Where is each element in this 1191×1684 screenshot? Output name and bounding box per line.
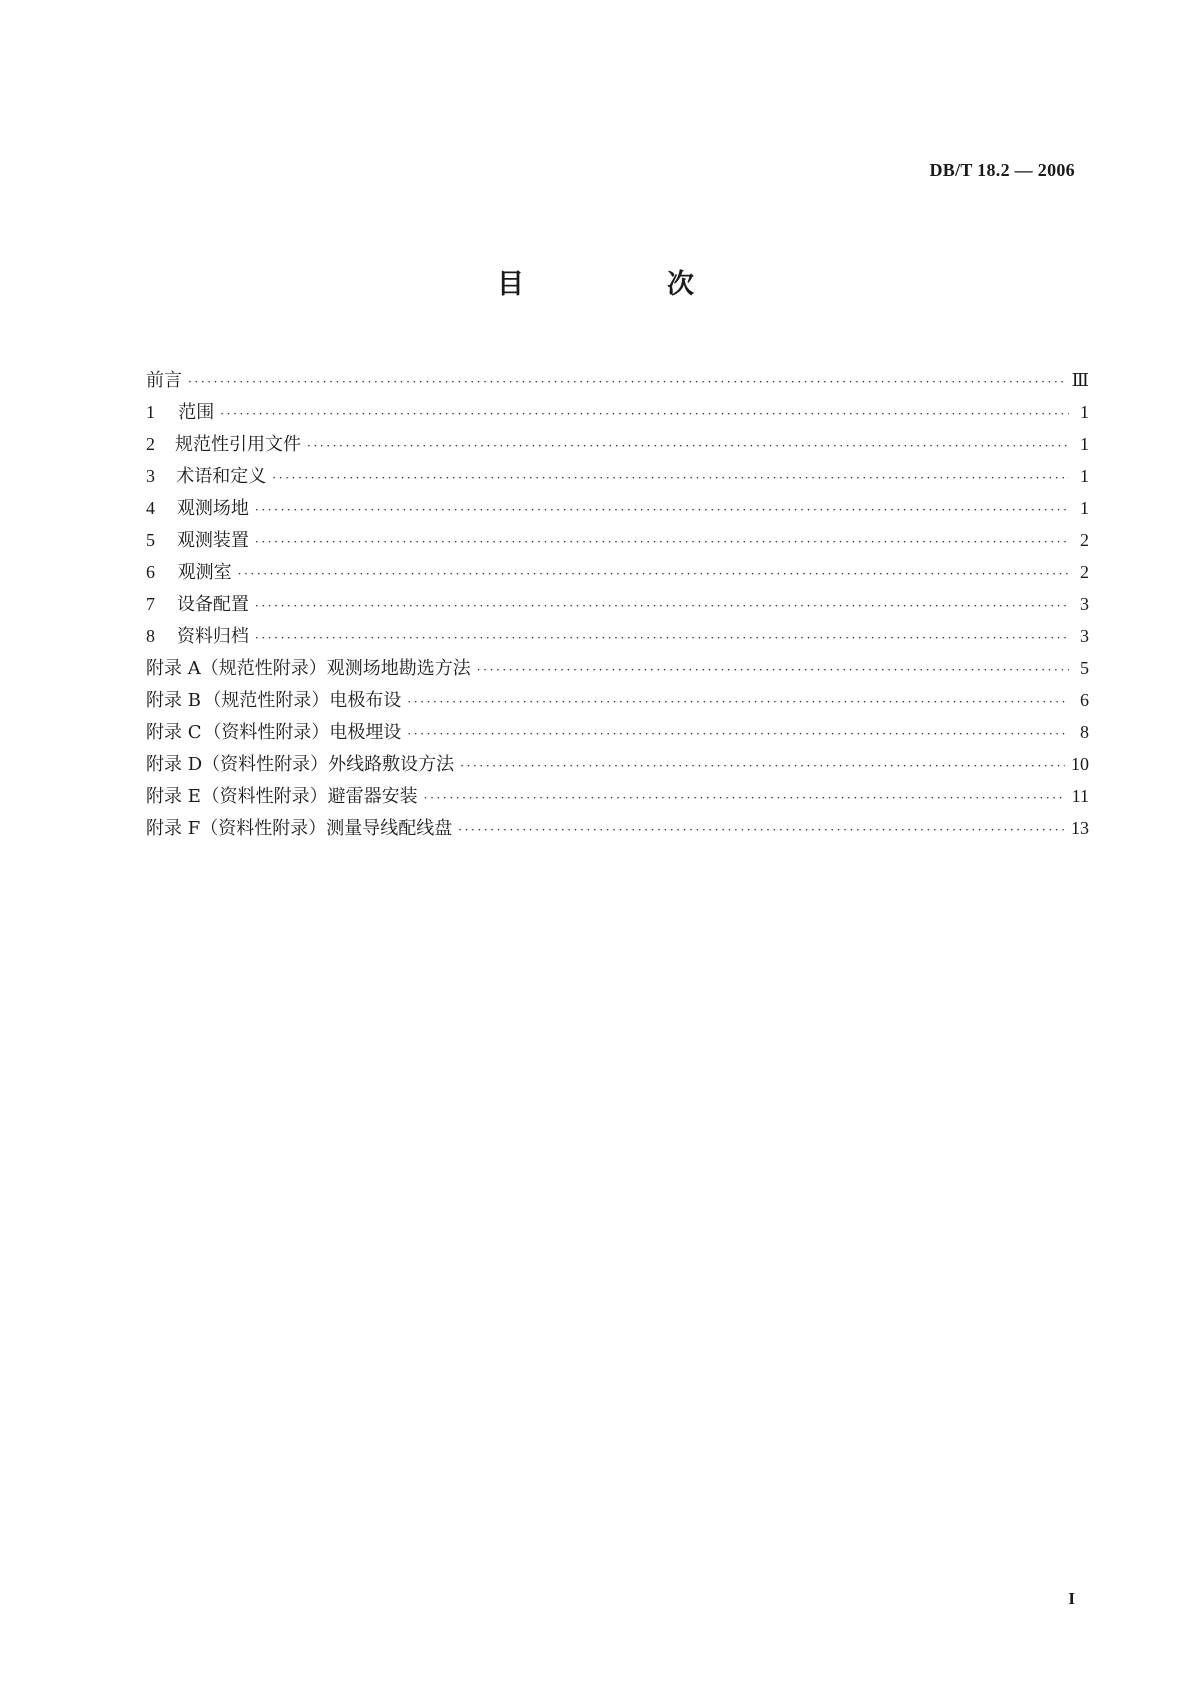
toc-entry-6[interactable] (146, 556, 1089, 588)
toc-entry-number: 附录 E (146, 786, 201, 807)
dot-leader (255, 622, 1069, 654)
toc-entry-page: 1 (1080, 434, 1089, 454)
dot-leader (272, 462, 1069, 494)
toc-entry-page: 10 (1071, 754, 1089, 774)
dot-leader (477, 654, 1069, 686)
toc-entry-title: 观测室 (177, 562, 232, 583)
page-title: 目 次 (497, 269, 752, 300)
toc-entry-page: 2 (1080, 530, 1089, 550)
toc-entry-page: 3 (1080, 626, 1089, 646)
toc-entry-number: 附录 A (146, 658, 201, 679)
toc-entry-1[interactable] (146, 396, 1089, 428)
toc-entry-appendix-f[interactable] (146, 812, 1089, 844)
toc-entry-3[interactable] (146, 460, 1089, 492)
toc-entry-title: 观测装置 (176, 530, 249, 551)
toc-entry-page: 1 (1080, 466, 1089, 486)
toc-entry-page: 8 (1080, 722, 1089, 742)
toc-entry-number: 3 (146, 466, 155, 486)
dot-leader (458, 814, 1065, 846)
toc-entry-page: 13 (1071, 818, 1089, 838)
toc-entry-page: 2 (1080, 562, 1089, 582)
toc-entry-4[interactable] (146, 492, 1089, 524)
dot-leader (407, 686, 1069, 718)
toc-entry-page: 1 (1080, 498, 1089, 518)
page-number: I (1068, 1589, 1075, 1608)
toc-entry-title: （规范性附录）电极布设 (203, 690, 402, 711)
toc-entry-appendix-b[interactable] (146, 684, 1089, 716)
toc-entry-title: 观测场地 (176, 498, 249, 519)
toc-entry-page: Ⅲ (1071, 370, 1089, 390)
toc-entry-number: 5 (146, 530, 155, 550)
toc-entry-number: 附录 C (146, 722, 202, 743)
toc-entry-title: （资料性附录）外线路敷设方法 (202, 754, 455, 775)
toc-entry-number: 7 (146, 594, 155, 614)
toc-entry-page: 11 (1071, 786, 1089, 806)
dot-leader (307, 430, 1069, 462)
toc-entry-number: 2 (146, 434, 155, 454)
toc-entry-title: （资料性附录）避雷器安装 (201, 786, 418, 807)
toc-entry-page: 1 (1080, 402, 1089, 422)
dot-leader (255, 590, 1069, 622)
toc-entry-title: 设备配置 (176, 594, 249, 615)
toc-entry-appendix-c[interactable] (146, 716, 1089, 748)
table-of-contents (146, 364, 1089, 844)
toc-entry-appendix-d[interactable] (146, 748, 1089, 780)
toc-entry-title: 前言 (146, 370, 182, 391)
toc-entry-title: 资料归档 (176, 626, 249, 647)
toc-entry-title: （规范性附录）观测场地勘选方法 (200, 658, 471, 679)
dot-leader (238, 558, 1069, 590)
toc-entry-number: 1 (146, 402, 155, 422)
toc-entry-page: 3 (1080, 594, 1089, 614)
dot-leader (255, 494, 1069, 526)
toc-entry-appendix-e[interactable] (146, 780, 1089, 812)
document-code: DB/T 18.2 — 2006 (929, 160, 1075, 180)
toc-entry-page: 6 (1080, 690, 1089, 710)
toc-entry-title: （资料性附录）测量导线配线盘 (200, 818, 453, 839)
toc-entry-8[interactable] (146, 620, 1089, 652)
toc-entry-number: 附录 F (146, 818, 201, 839)
toc-entry-5[interactable] (146, 524, 1089, 556)
toc-entry-number: 8 (146, 626, 155, 646)
dot-leader (460, 750, 1065, 782)
toc-entry-number: 6 (146, 562, 155, 582)
toc-entry-foreword[interactable] (146, 364, 1089, 396)
toc-entry-title: 规范性引用文件 (174, 434, 301, 455)
toc-entry-number: 附录 D (146, 754, 203, 775)
toc-entry-title: （资料性附录）电极埋设 (203, 722, 402, 743)
dot-leader (220, 398, 1069, 430)
dot-leader (424, 782, 1066, 814)
toc-entry-number: 附录 B (146, 690, 201, 711)
dot-leader (255, 526, 1069, 558)
toc-entry-7[interactable] (146, 588, 1089, 620)
toc-entry-page: 5 (1080, 658, 1089, 678)
dot-leader (407, 718, 1069, 750)
toc-entry-title: 范围 (178, 402, 215, 423)
toc-entry-appendix-a[interactable] (146, 652, 1089, 684)
toc-entry-2[interactable] (146, 428, 1089, 460)
toc-entry-number: 4 (146, 498, 155, 518)
toc-entry-title: 术语和定义 (176, 466, 267, 487)
dot-leader (188, 366, 1066, 398)
